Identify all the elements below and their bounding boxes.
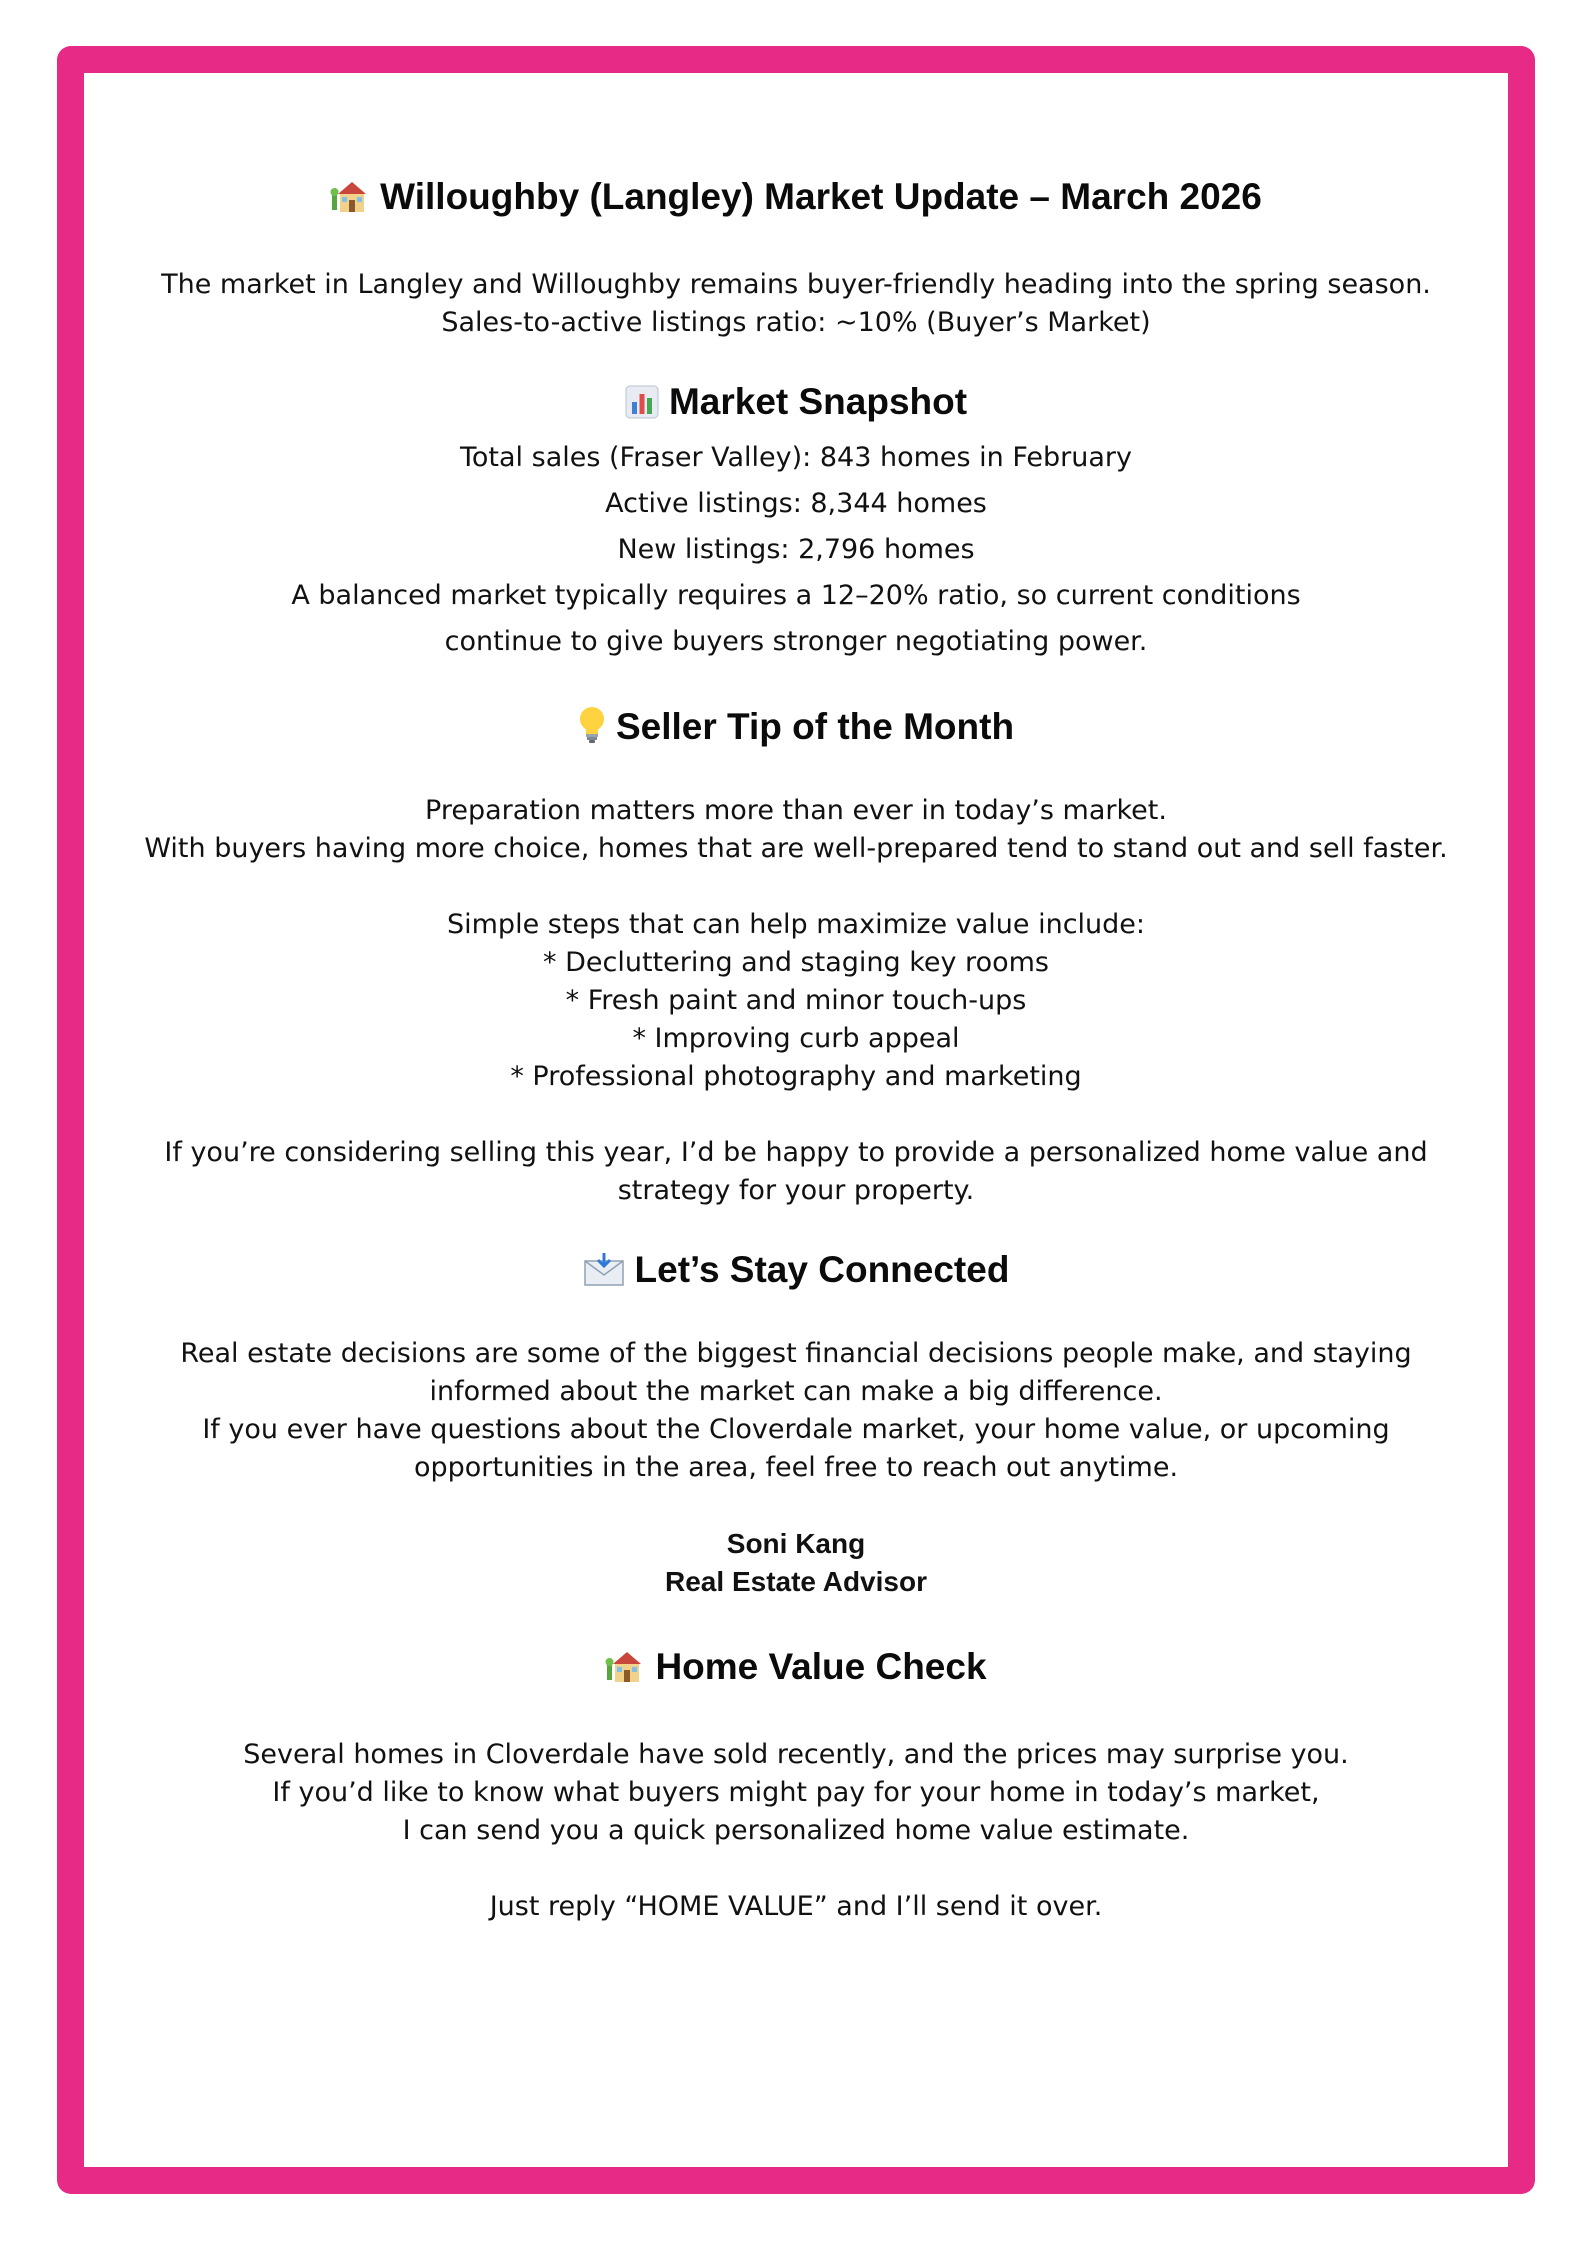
seller-tip-lead-2: With buyers having more choice, homes that are well-prepared tend to stand out and sell faster. [144,833,1448,864]
snapshot-line: continue to give buyers stronger negotiating power. [444,626,1148,657]
seller-tip-closing-1: If you’re considering selling this year, I’d be happy to provide a personalized home value and [164,1137,1428,1168]
envelope-icon [583,1253,625,1297]
seller-tip-closing-2: strategy for your property. [617,1175,975,1206]
signature-title: Real Estate Advisor [665,1566,927,1597]
snapshot-line: A balanced market typically requires a 12–20% ratio, so current conditions [291,580,1301,611]
market-snapshot-title: Market Snapshot [668,381,968,422]
lightbulb-icon [578,706,606,754]
house-icon [605,1648,645,1694]
page-title [84,175,1508,224]
home-value-cta: Just reply “HOME VALUE” and I’ll send it over. [489,1891,1103,1922]
step-item: * Decluttering and staging key rooms [543,947,1049,978]
intro-line-1: The market in Langley and Willoughby remains buyer-friendly heading into the spring season. [161,269,1431,300]
newsletter-content [84,73,1508,1926]
connected-line: informed about the market can make a big difference. [429,1376,1163,1407]
seller-tip-heading [84,705,1508,754]
snapshot-line: Total sales (Fraser Valley): 843 homes in February [460,442,1132,473]
intro-line-2: Sales-to-active listings ratio: ~10% (Buyer’s Market) [441,307,1151,338]
connected-title: Let’s Stay Connected [634,1249,1010,1290]
home-value-line: I can send you a quick personalized home value estimate. [402,1815,1190,1846]
steps-intro: Simple steps that can help maximize value include: [446,909,1146,940]
seller-tip-title: Seller Tip of the Month [615,706,1015,747]
connected-line: Real estate decisions are some of the biggest financial decisions people make, and staying [180,1338,1412,1369]
bar-chart-icon [625,385,659,429]
house-icon [330,178,370,224]
connected-heading [84,1248,1508,1297]
connected-line: If you ever have questions about the Cloverdale market, your home value, or upcoming [202,1414,1390,1445]
signature-name: Soni Kang [726,1528,866,1559]
market-snapshot-heading [84,380,1508,429]
snapshot-line: Active listings: 8,344 homes [605,488,987,519]
snapshot-line: New listings: 2,796 homes [617,534,975,565]
connected-line: opportunities in the area, feel free to reach out anytime. [413,1452,1179,1483]
home-value-line: If you’d like to know what buyers might pay for your home in today’s market, [272,1777,1320,1808]
step-item: * Improving curb appeal [632,1023,960,1054]
step-item: * Professional photography and marketing [510,1061,1082,1092]
step-item: * Fresh paint and minor touch-ups [565,985,1027,1016]
page-title-text: Willoughby (Langley) Market Update – March 2026 [380,176,1262,217]
seller-tip-lead-1: Preparation matters more than ever in today’s market. [425,795,1167,826]
home-value-line: Several homes in Cloverdale have sold recently, and the prices may surprise you. [243,1739,1349,1770]
home-value-title: Home Value Check [655,1646,987,1687]
home-value-heading [84,1645,1508,1694]
